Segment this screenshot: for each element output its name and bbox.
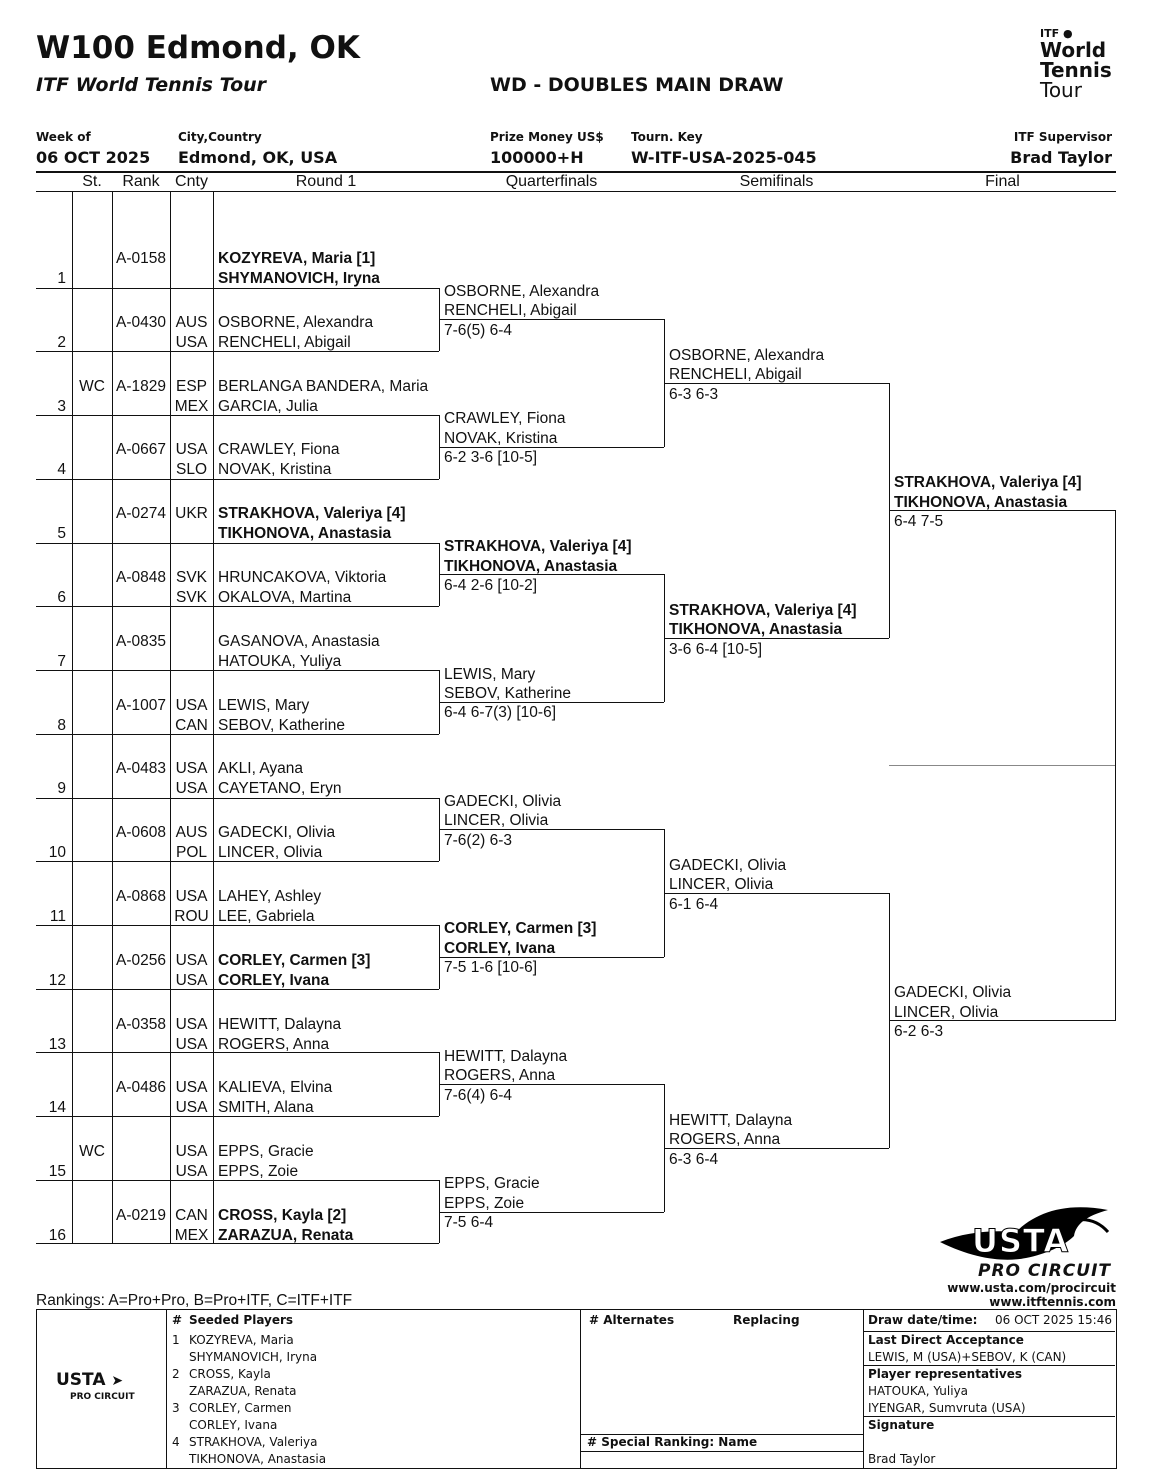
tourn-key-label: Tourn. Key bbox=[631, 130, 703, 144]
entry-rank: A-0430 bbox=[116, 314, 166, 331]
entry-player-1: AKLI, Ayana bbox=[218, 760, 304, 777]
row-line bbox=[36, 670, 439, 671]
entry-country-2: ROU bbox=[174, 908, 209, 925]
entry-rank: A-0219 bbox=[116, 1207, 166, 1224]
entry-country-1: USA bbox=[175, 760, 208, 777]
row-line bbox=[36, 479, 439, 480]
draw-number: 8 bbox=[57, 717, 66, 734]
week-label: Week of bbox=[36, 130, 91, 144]
footer-pro-circuit: PRO CIRCUIT bbox=[70, 1392, 135, 1402]
qf-line bbox=[439, 574, 664, 575]
seed-player-1: STRAKHOVA, Valeriya bbox=[189, 1435, 318, 1449]
seed-player-1: CORLEY, Carmen bbox=[189, 1401, 292, 1415]
entry-rank: A-0256 bbox=[116, 952, 166, 969]
tourn-key-value: W-ITF-USA-2025-045 bbox=[631, 148, 817, 167]
rankings-note: Rankings: A=Pro+Pro, B=Pro+ITF, C=ITF+ITF bbox=[36, 1292, 353, 1309]
qf-line bbox=[439, 447, 664, 448]
qf-player-1: CRAWLEY, Fiona bbox=[444, 410, 566, 427]
sf-score: 6-3 6-4 bbox=[669, 1151, 719, 1168]
rep-name: HATOUKA, Yuliya bbox=[868, 1384, 969, 1398]
entry-country-2: USA bbox=[175, 1163, 208, 1180]
entry-country-1: USA bbox=[175, 697, 208, 714]
entry-player-2: CAYETANO, Eryn bbox=[218, 780, 342, 797]
seed-player-2: SHYMANOVICH, Iryna bbox=[189, 1350, 318, 1364]
qf-score: 7-6(5) 6-4 bbox=[444, 322, 513, 339]
qf-line bbox=[439, 957, 664, 958]
entry-country-2: POL bbox=[175, 844, 207, 861]
special-ranking-title: # Special Ranking: Name bbox=[587, 1435, 758, 1449]
entry-player-1: CORLEY, Carmen [3] bbox=[218, 952, 371, 969]
grid-line bbox=[72, 192, 73, 1244]
entry-player-2: LINCER, Olivia bbox=[218, 844, 323, 861]
final-score: 6-2 6-3 bbox=[894, 1023, 944, 1040]
final-player-2: TIKHONOVA, Anastasia bbox=[894, 494, 1068, 511]
entry-country-1: USA bbox=[175, 952, 208, 969]
sf-score: 3-6 6-4 [10-5] bbox=[669, 641, 763, 658]
draw-number: 4 bbox=[57, 461, 66, 478]
seed-player-1: CROSS, Kayla bbox=[189, 1367, 271, 1381]
col-header-semifinals: Semifinals bbox=[739, 173, 814, 190]
entry-player-1: BERLANGA BANDERA, Maria bbox=[218, 378, 429, 395]
seed-player-2: TIKHONOVA, Anastasia bbox=[189, 1452, 327, 1466]
seed-number: 1 bbox=[172, 1333, 180, 1347]
qf-player-1: OSBORNE, Alexandra bbox=[444, 283, 600, 300]
sf-score: 6-1 6-4 bbox=[669, 896, 719, 913]
qf-score: 7-5 1-6 [10-6] bbox=[444, 959, 538, 976]
draw-number: 12 bbox=[48, 972, 66, 989]
final-line bbox=[889, 1020, 1116, 1021]
draw-date-label: Draw date/time: bbox=[868, 1313, 978, 1327]
seed-number: 2 bbox=[172, 1367, 180, 1381]
entry-player-1: KALIEVA, Elvina bbox=[218, 1079, 333, 1096]
draw-number: 5 bbox=[57, 525, 66, 542]
row-line bbox=[36, 606, 439, 607]
final-line bbox=[889, 510, 1116, 511]
entry-player-1: OSBORNE, Alexandra bbox=[218, 314, 374, 331]
footer-divider bbox=[580, 1451, 863, 1452]
tournament-title: W100 Edmond, OK bbox=[36, 30, 360, 66]
row-line bbox=[36, 1052, 439, 1053]
entry-player-1: STRAKHOVA, Valeriya [4] bbox=[218, 505, 406, 522]
entry-player-1: LAHEY, Ashley bbox=[218, 888, 322, 905]
qf-player-1: LEWIS, Mary bbox=[444, 666, 536, 683]
lda-value: LEWIS, M (USA)+SEBOV, K (CAN) bbox=[868, 1350, 1067, 1364]
draw-number: 16 bbox=[48, 1227, 66, 1244]
col-header-country: Cnty bbox=[175, 173, 208, 190]
entry-player-1: EPPS, Gracie bbox=[218, 1143, 314, 1160]
footer-usta-logo bbox=[56, 1370, 123, 1390]
qf-score: 7-6(4) 6-4 bbox=[444, 1087, 513, 1104]
grid-line bbox=[213, 192, 214, 1244]
entry-player-2: LEE, Gabriela bbox=[218, 908, 315, 925]
col-header-quarterfinals: Quarterfinals bbox=[505, 173, 598, 190]
entry-player-2: ZARAZUA, Renata bbox=[218, 1227, 354, 1244]
entry-player-2: SMITH, Alana bbox=[218, 1099, 314, 1116]
entry-rank: A-0358 bbox=[116, 1016, 166, 1033]
entry-player-1: KOZYREVA, Maria [1] bbox=[218, 250, 376, 267]
signature-value: Brad Taylor bbox=[868, 1452, 936, 1466]
entry-player-2: ROGERS, Anna bbox=[218, 1036, 330, 1053]
entry-player-2: SEBOV, Katherine bbox=[218, 717, 345, 734]
sf-player-2: LINCER, Olivia bbox=[669, 876, 774, 893]
footer-divider bbox=[166, 1310, 167, 1468]
entry-country-2: USA bbox=[175, 972, 208, 989]
winner-line bbox=[889, 765, 1115, 766]
entry-country-1: USA bbox=[175, 441, 208, 458]
sf-score: 6-3 6-3 bbox=[669, 386, 719, 403]
signature-label: Signature bbox=[868, 1418, 935, 1432]
row-line bbox=[36, 925, 439, 926]
entry-rank: A-0483 bbox=[116, 760, 166, 777]
sf-player-2: RENCHELI, Abigail bbox=[669, 366, 802, 383]
entry-country-1: UKR bbox=[175, 505, 208, 522]
qf-player-1: GADECKI, Olivia bbox=[444, 793, 562, 810]
city-value: Edmond, OK, USA bbox=[178, 148, 338, 167]
qf-line bbox=[439, 1084, 664, 1085]
entry-rank: A-0274 bbox=[116, 505, 166, 522]
sf-player-1: GADECKI, Olivia bbox=[669, 857, 787, 874]
seed-number: 4 bbox=[172, 1435, 180, 1449]
supervisor-label: ITF Supervisor bbox=[1013, 130, 1112, 144]
draw-date-value: 06 OCT 2025 15:46 bbox=[995, 1313, 1112, 1327]
draw-number: 2 bbox=[57, 334, 66, 351]
entry-player-1: HRUNCAKOVA, Viktoria bbox=[218, 569, 387, 586]
itf-world-tennis-tour-logo bbox=[1040, 28, 1112, 100]
sf-line bbox=[664, 638, 889, 639]
lda-label: Last Direct Acceptance bbox=[868, 1333, 1024, 1347]
sf-player-2: ROGERS, Anna bbox=[669, 1131, 781, 1148]
row-line bbox=[36, 1180, 439, 1181]
entry-country-1: SVK bbox=[175, 569, 207, 586]
qf-player-1: CORLEY, Carmen [3] bbox=[444, 920, 597, 937]
entry-rank: A-0848 bbox=[116, 569, 166, 586]
qf-score: 7-6(2) 6-3 bbox=[444, 832, 513, 849]
qf-line bbox=[439, 702, 664, 703]
qf-score: 7-5 6-4 bbox=[444, 1214, 494, 1231]
final-player-1: STRAKHOVA, Valeriya [4] bbox=[894, 474, 1082, 491]
row-line bbox=[36, 1243, 439, 1244]
entry-country-1: CAN bbox=[175, 1207, 208, 1224]
entry-country-2: CAN bbox=[175, 717, 208, 734]
header-rule-bottom bbox=[36, 191, 1116, 192]
qf-player-2: NOVAK, Kristina bbox=[444, 430, 558, 447]
footer-usta-mark: USTA bbox=[56, 1370, 106, 1390]
logo-line-tour: Tour bbox=[1040, 78, 1082, 102]
replacing-title: Replacing bbox=[733, 1313, 800, 1327]
supervisor-value: Brad Taylor bbox=[1010, 148, 1112, 167]
entry-player-2: NOVAK, Kristina bbox=[218, 461, 332, 478]
draw-number: 1 bbox=[57, 270, 66, 287]
logo-line-tennis: Tennis bbox=[1040, 58, 1112, 82]
entry-player-1: HEWITT, Dalayna bbox=[218, 1016, 342, 1033]
prize-label: Prize Money US$ bbox=[490, 130, 604, 144]
row-line bbox=[36, 351, 439, 352]
qf-player-1: HEWITT, Dalayna bbox=[444, 1048, 568, 1065]
entry-country-2: USA bbox=[175, 1036, 208, 1053]
entry-player-1: GASANOVA, Anastasia bbox=[218, 633, 380, 650]
entry-country-1: AUS bbox=[175, 824, 208, 841]
entry-player-1: CRAWLEY, Fiona bbox=[218, 441, 340, 458]
usta-url[interactable]: www.usta.com/procircuit bbox=[947, 1281, 1116, 1295]
itf-logo-mark: ITF ● bbox=[1040, 27, 1073, 40]
entry-country-1: USA bbox=[175, 888, 208, 905]
entry-player-2: OKALOVA, Martina bbox=[218, 589, 352, 606]
entry-rank: A-0868 bbox=[116, 888, 166, 905]
bracket-connector bbox=[1115, 510, 1116, 1020]
entry-country-2: MEX bbox=[174, 1227, 209, 1244]
col-header-final: Final bbox=[985, 173, 1020, 190]
row-line bbox=[36, 734, 439, 735]
qf-line bbox=[439, 319, 664, 320]
prize-value: 100000+H bbox=[490, 148, 584, 167]
entry-rank: A-0835 bbox=[116, 633, 166, 650]
draw-number: 6 bbox=[57, 589, 66, 606]
final-player-2: LINCER, Olivia bbox=[894, 1004, 999, 1021]
seeded-title: Seeded Players bbox=[189, 1313, 294, 1327]
final-score: 6-4 7-5 bbox=[894, 513, 944, 530]
row-line bbox=[36, 861, 439, 862]
entry-player-2: RENCHELI, Abigail bbox=[218, 334, 351, 351]
final-player-1: GADECKI, Olivia bbox=[894, 984, 1012, 1001]
entry-player-2: SHYMANOVICH, Iryna bbox=[218, 270, 380, 287]
sf-line bbox=[664, 383, 889, 384]
qf-player-2: TIKHONOVA, Anastasia bbox=[444, 558, 618, 575]
row-line bbox=[36, 1116, 439, 1117]
entry-country-1: USA bbox=[175, 1016, 208, 1033]
seed-player-2: CORLEY, Ivana bbox=[189, 1418, 278, 1432]
qf-score: 6-4 6-7(3) [10-6] bbox=[444, 704, 556, 721]
entry-country-2: USA bbox=[175, 780, 208, 797]
entry-player-1: LEWIS, Mary bbox=[218, 697, 310, 714]
sf-player-1: OSBORNE, Alexandra bbox=[669, 347, 825, 364]
entry-country-1: USA bbox=[175, 1143, 208, 1160]
entry-player-2: GARCIA, Julia bbox=[218, 398, 318, 415]
entry-rank: A-1829 bbox=[116, 378, 166, 395]
draw-number: 3 bbox=[57, 398, 66, 415]
seed-player-2: ZARAZUA, Renata bbox=[189, 1384, 297, 1398]
qf-score: 6-4 2-6 [10-2] bbox=[444, 577, 538, 594]
pro-circuit-text: PRO CIRCUIT bbox=[978, 1261, 1112, 1281]
qf-player-1: STRAKHOVA, Valeriya [4] bbox=[444, 538, 632, 555]
sf-player-1: STRAKHOVA, Valeriya [4] bbox=[669, 602, 857, 619]
entry-rank: A-0667 bbox=[116, 441, 166, 458]
seeded-hash: # bbox=[172, 1313, 183, 1327]
entry-country-1: AUS bbox=[175, 314, 208, 331]
tour-name: ITF World Tennis Tour bbox=[36, 74, 267, 96]
row-line bbox=[36, 798, 439, 799]
entry-rank: A-0608 bbox=[116, 824, 166, 841]
row-line bbox=[36, 288, 439, 289]
qf-player-2: RENCHELI, Abigail bbox=[444, 302, 577, 319]
footer-divider bbox=[863, 1310, 864, 1468]
col-header-round1: Round 1 bbox=[295, 173, 357, 190]
entry-country-2: USA bbox=[175, 1099, 208, 1116]
entry-player-2: EPPS, Zoie bbox=[218, 1163, 299, 1180]
seed-player-1: KOZYREVA, Maria bbox=[189, 1333, 294, 1347]
qf-player-2: EPPS, Zoie bbox=[444, 1195, 525, 1212]
footer-divider bbox=[580, 1310, 581, 1468]
col-header-status: St. bbox=[82, 173, 102, 190]
entry-rank: A-0158 bbox=[116, 250, 166, 267]
logo-line-world: World bbox=[1040, 38, 1107, 62]
draw-number: 13 bbox=[48, 1036, 66, 1053]
flame-icon: ➤ bbox=[111, 1373, 124, 1389]
week-value: 06 OCT 2025 bbox=[36, 148, 151, 167]
draw-number: 9 bbox=[57, 780, 66, 797]
entry-player-2: TIKHONOVA, Anastasia bbox=[218, 525, 392, 542]
qf-player-2: SEBOV, Katherine bbox=[444, 685, 571, 702]
qf-line bbox=[439, 1212, 664, 1213]
qf-score: 6-2 3-6 [10-5] bbox=[444, 449, 538, 466]
sf-player-1: HEWITT, Dalayna bbox=[669, 1112, 793, 1129]
col-header-rank: Rank bbox=[122, 173, 160, 190]
draw-number: 11 bbox=[49, 908, 66, 925]
entry-country-1: ESP bbox=[175, 378, 207, 395]
row-line bbox=[36, 415, 439, 416]
qf-line bbox=[439, 829, 664, 830]
qf-player-2: CORLEY, Ivana bbox=[444, 940, 556, 957]
entry-status: WC bbox=[79, 378, 105, 395]
seed-number: 3 bbox=[172, 1401, 180, 1415]
sf-player-2: TIKHONOVA, Anastasia bbox=[669, 621, 843, 638]
entry-player-2: HATOUKA, Yuliya bbox=[218, 653, 342, 670]
draw-number: 14 bbox=[48, 1099, 66, 1116]
sf-line bbox=[664, 893, 889, 894]
rep-name: IYENGAR, Sumvruta (USA) bbox=[868, 1401, 1026, 1415]
alternates-title: # Alternates bbox=[589, 1313, 675, 1327]
draw-number: 15 bbox=[48, 1163, 66, 1180]
entry-country-2: SVK bbox=[175, 589, 207, 606]
footer-divider bbox=[863, 1331, 1115, 1332]
usta-logo-text: USTA bbox=[972, 1222, 1070, 1260]
entry-player-1: CROSS, Kayla [2] bbox=[218, 1207, 347, 1224]
reps-label: Player representatives bbox=[868, 1367, 1023, 1381]
entry-country-1: USA bbox=[175, 1079, 208, 1096]
entry-player-2: CORLEY, Ivana bbox=[218, 972, 330, 989]
qf-player-2: LINCER, Olivia bbox=[444, 812, 549, 829]
draw-name: WD - DOUBLES MAIN DRAW bbox=[490, 74, 784, 96]
row-line bbox=[36, 543, 439, 544]
entry-status: WC bbox=[79, 1143, 105, 1160]
entry-country-2: MEX bbox=[174, 398, 209, 415]
qf-player-2: ROGERS, Anna bbox=[444, 1067, 556, 1084]
entry-country-2: USA bbox=[175, 334, 208, 351]
draw-number: 7 bbox=[57, 653, 66, 670]
qf-player-1: EPPS, Gracie bbox=[444, 1175, 540, 1192]
sf-line bbox=[664, 1148, 889, 1149]
city-label: City,Country bbox=[178, 130, 262, 144]
row-line bbox=[36, 989, 439, 990]
entry-player-1: GADECKI, Olivia bbox=[218, 824, 336, 841]
draw-number: 10 bbox=[48, 844, 66, 861]
entry-rank: A-0486 bbox=[116, 1079, 166, 1096]
entry-country-2: SLO bbox=[175, 461, 207, 478]
itf-url[interactable]: www.itftennis.com bbox=[989, 1295, 1116, 1309]
entry-rank: A-1007 bbox=[116, 697, 166, 714]
